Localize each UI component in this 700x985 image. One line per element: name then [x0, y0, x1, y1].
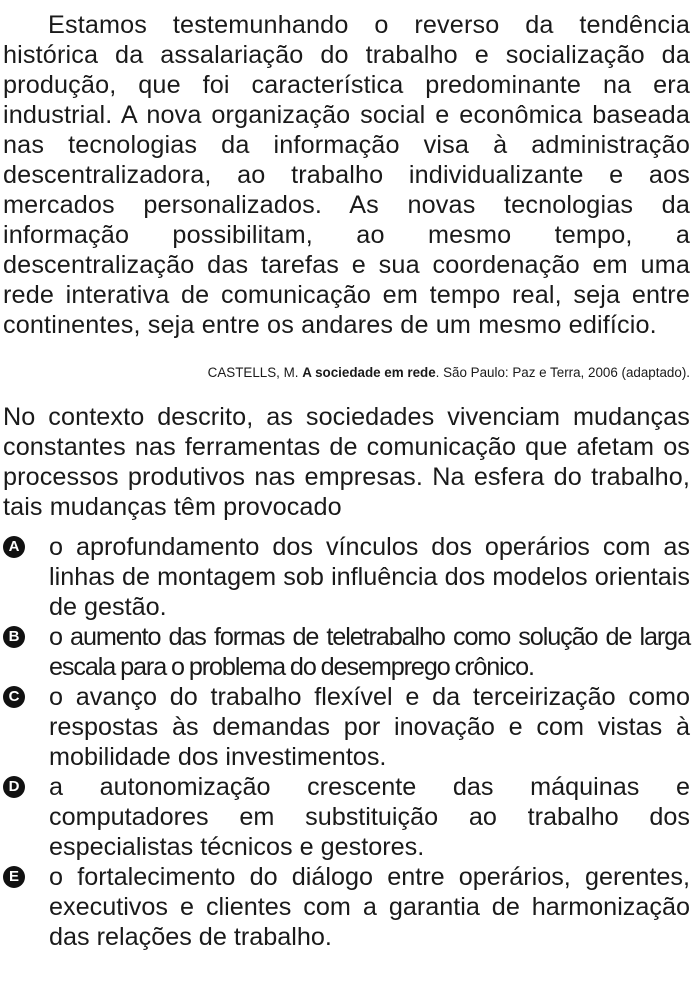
citation-author: CASTELLS, M.: [207, 365, 303, 380]
option-c[interactable]: [3, 682, 690, 772]
option-b-letter-badge: B: [3, 626, 25, 648]
option-e-letter-badge: E: [3, 866, 25, 888]
option-a-text: o aprofundamento dos vínculos dos operários com as linhas de montagem sob influência dos modelos orientais de gestão.: [49, 533, 690, 621]
option-e-text: o fortalecimento do diálogo entre operários, gerentes, executivos e clientes com a garantia de harmonização das relações de trabalho.: [49, 863, 690, 951]
option-a[interactable]: [3, 532, 690, 622]
citation-rest: . São Paulo: Paz e Terra, 2006 (adaptado).: [435, 365, 690, 380]
answer-options: [3, 532, 690, 952]
option-c-letter-badge: C: [3, 686, 25, 708]
option-a-letter-badge: A: [3, 536, 25, 558]
option-e[interactable]: [3, 862, 690, 952]
option-d-letter-badge: D: [3, 776, 25, 798]
citation: [3, 364, 690, 382]
question-stem: No contexto descrito, as sociedades vivenciam mudanças constantes nas ferramentas de comunicação que afetam os processos produtivos nas empresas. Na esfera do trabalho, tais mudanças têm provocado: [3, 403, 690, 521]
option-d[interactable]: [3, 772, 690, 862]
option-d-text: a autonomização crescente das máquinas e computadores em substituição ao trabalho dos especialistas técnicos e gestores.: [49, 773, 690, 861]
option-c-text: o avanço do trabalho flexível e da terceirização como respostas às demandas por inovação e com vistas à mobilidade dos investimentos.: [49, 683, 690, 771]
passage-text: Estamos testemunhando o reverso da tendência histórica da assalariação do trabalho e socialização da produção, que foi característica predominante na era industrial. A nova organização social e econômica baseada nas tecnologias da informação visa à administração descentralizadora, ao trabalho individualizante e aos mercados personalizados. As novas tecnologias da informação possibilitam, ao mesmo tempo, a descentralização das tarefas e sua coordenação em uma rede interativa de comunicação em tempo real, seja entre continentes, seja entre os andares de um mesmo edifício.: [3, 11, 690, 339]
option-b[interactable]: [3, 622, 690, 682]
option-b-text: o aumento das formas de teletrabalho como solução de larga escala para o problema do desemprego crônico.: [49, 623, 690, 681]
citation-title: A sociedade em rede: [302, 365, 436, 380]
